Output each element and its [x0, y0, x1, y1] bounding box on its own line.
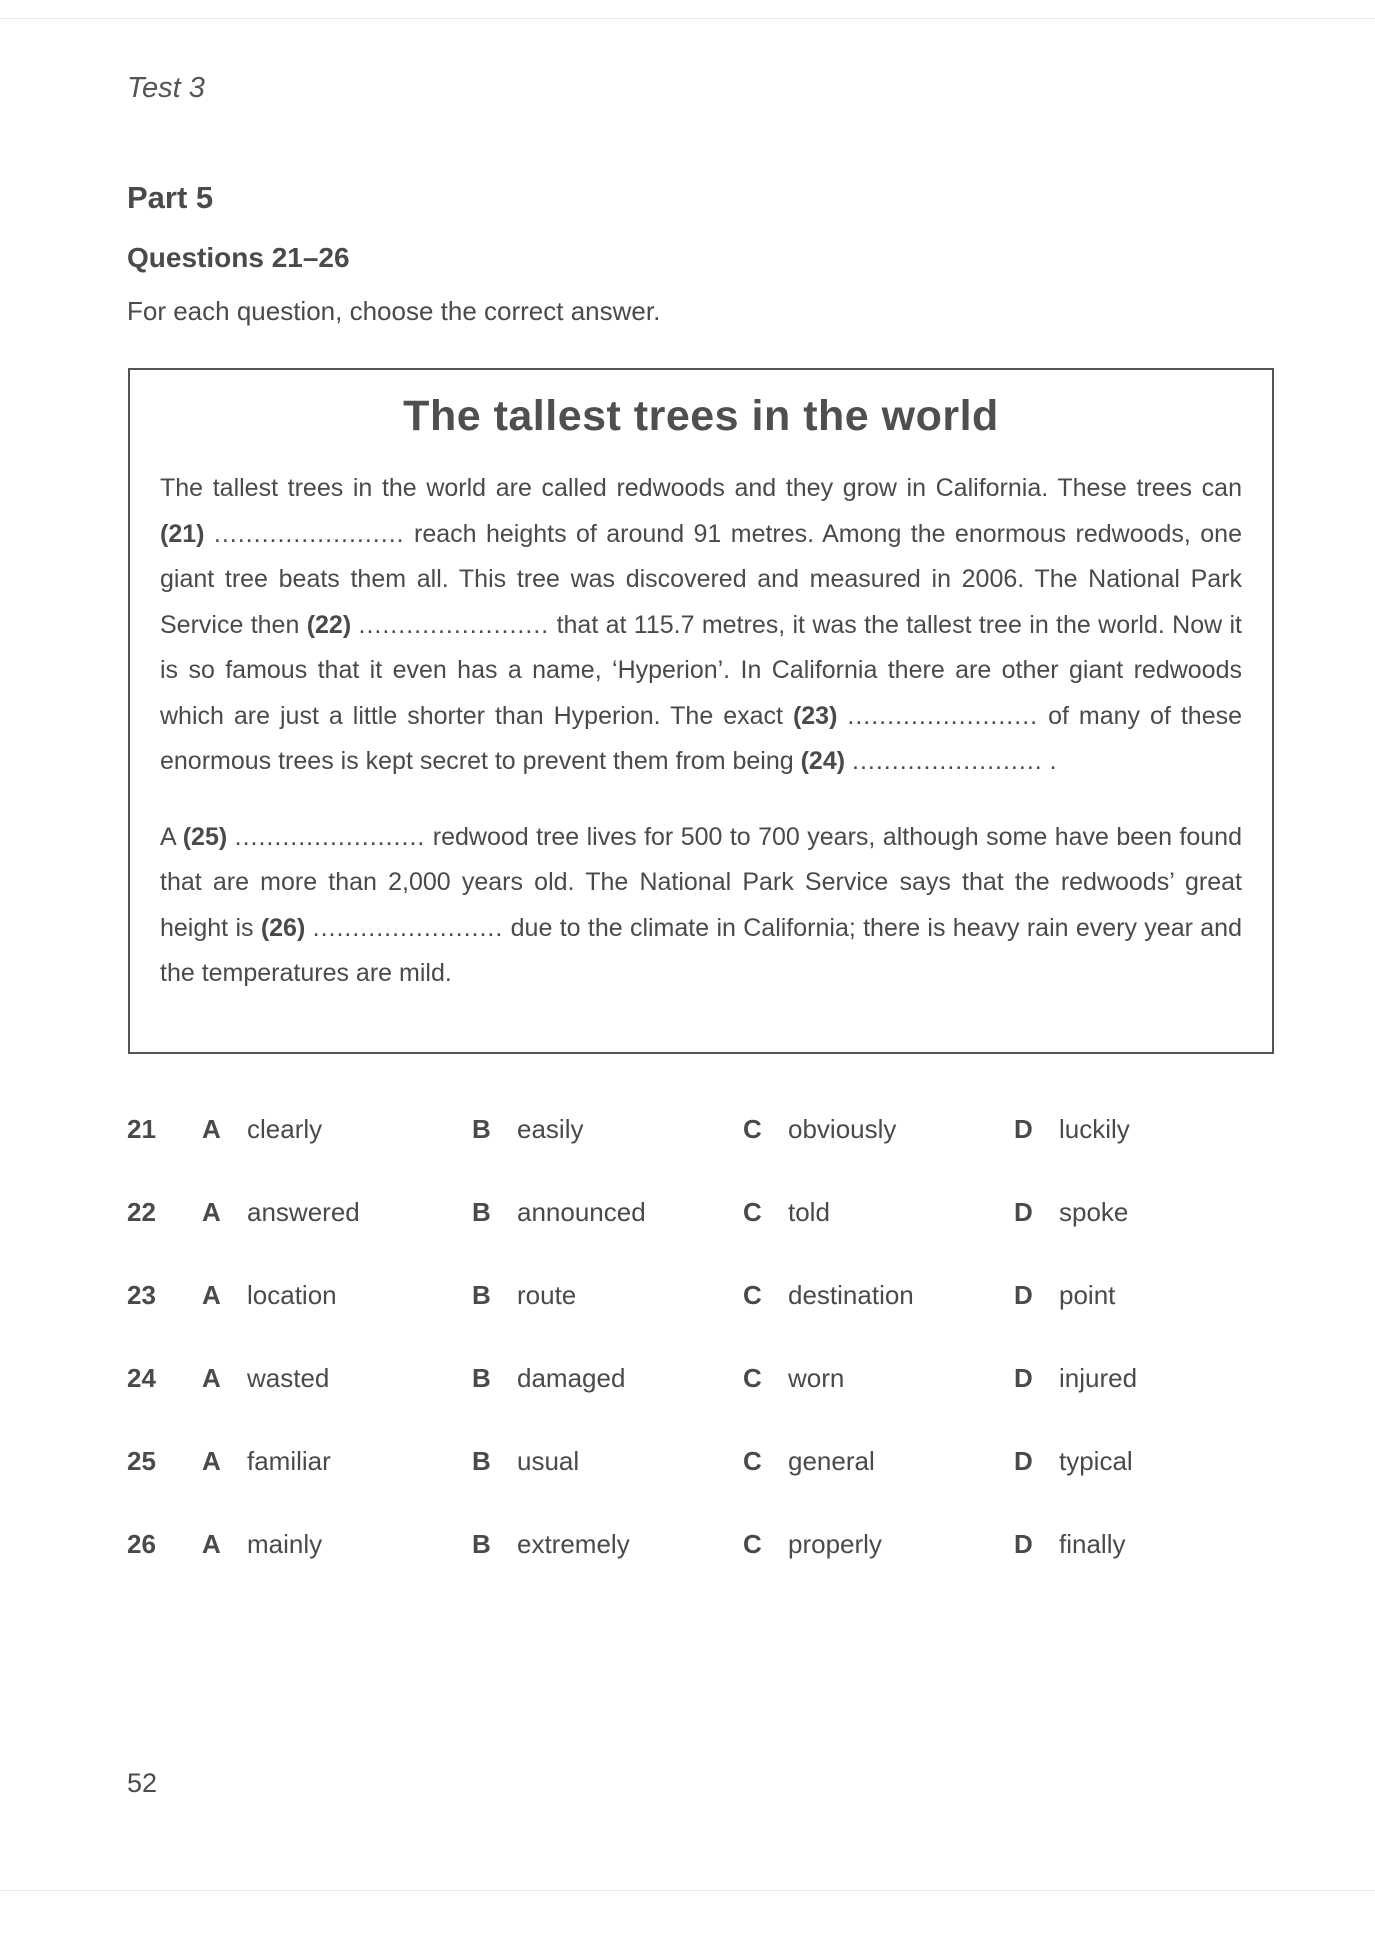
question-number: 23: [127, 1280, 156, 1310]
option-d[interactable]: finally: [1059, 1529, 1126, 1559]
option-letter-c: C: [743, 1363, 762, 1393]
option-letter-d: D: [1014, 1114, 1033, 1144]
question-number: 22: [127, 1197, 156, 1227]
passage-title: The tallest trees in the world: [403, 392, 999, 440]
gap-25-number: (25): [182, 822, 228, 851]
question-number: 25: [127, 1446, 156, 1476]
option-b[interactable]: usual: [517, 1446, 580, 1476]
question-number: 21: [127, 1114, 156, 1144]
option-letter-c: C: [743, 1529, 762, 1559]
option-letter-c: C: [743, 1197, 762, 1227]
question-row-24: [127, 1363, 1277, 1446]
passage-box: [128, 368, 1274, 1054]
option-c[interactable]: told: [788, 1197, 830, 1227]
gap-26-number: (26): [260, 913, 306, 942]
option-letter-a: A: [202, 1114, 221, 1144]
question-row-21: [127, 1114, 1277, 1197]
paragraph-1: [160, 466, 1242, 785]
option-d[interactable]: typical: [1059, 1446, 1133, 1476]
option-letter-b: B: [472, 1363, 491, 1393]
option-letter-a: A: [202, 1280, 221, 1310]
question-row-25: [127, 1446, 1277, 1529]
option-letter-a: A: [202, 1363, 221, 1393]
option-d[interactable]: point: [1059, 1280, 1116, 1310]
passage-segment: reach heights of around 91 metres. Among the enormous redwoods, one giant tree beats them all. This tree was discovered and measured in 2006. The National Park Service then: [160, 519, 1242, 639]
option-letter-c: C: [743, 1114, 762, 1144]
option-letter-c: C: [743, 1280, 762, 1310]
option-letter-b: B: [472, 1197, 491, 1227]
option-a[interactable]: familiar: [247, 1446, 331, 1476]
option-letter-d: D: [1014, 1363, 1033, 1393]
passage-segment: due to the climate in California; there is heavy rain every year and the temperatures are mild.: [160, 913, 1242, 987]
option-c[interactable]: properly: [788, 1529, 882, 1559]
option-letter-b: B: [472, 1529, 491, 1559]
option-letter-a: A: [202, 1529, 221, 1559]
question-number: 26: [127, 1529, 156, 1559]
gap-26-blank: ........................: [312, 913, 504, 942]
option-c[interactable]: obviously: [788, 1114, 897, 1144]
gap-24-number: (24): [800, 747, 846, 775]
option-b[interactable]: route: [517, 1280, 577, 1310]
bottom-divider: [0, 1890, 1375, 1891]
gap-25-blank: ........................: [234, 822, 426, 851]
gap-21-number: (21): [160, 519, 205, 548]
option-a[interactable]: clearly: [247, 1114, 323, 1144]
option-letter-b: B: [472, 1114, 491, 1144]
option-letter-d: D: [1014, 1446, 1033, 1476]
test-label: Test 3: [127, 72, 205, 104]
option-a[interactable]: location: [247, 1280, 337, 1310]
top-divider: [0, 18, 1375, 19]
questions-title: Questions 21–26: [127, 242, 350, 273]
option-letter-d: D: [1014, 1280, 1033, 1310]
option-c[interactable]: destination: [788, 1280, 914, 1310]
passage-segment: .: [1049, 747, 1057, 775]
option-d[interactable]: spoke: [1059, 1197, 1129, 1227]
answer-options: [127, 1114, 1277, 1612]
instruction-text: For each question, choose the correct answer.: [127, 296, 661, 326]
gap-24-blank: ........................: [852, 747, 1043, 775]
option-letter-a: A: [202, 1197, 221, 1227]
question-row-22: [127, 1197, 1277, 1280]
gap-22-number: (22): [306, 610, 352, 639]
gap-23-blank: ........................: [847, 701, 1039, 730]
paragraph-2: [160, 815, 1242, 997]
option-c[interactable]: worn: [788, 1363, 845, 1393]
option-b[interactable]: easily: [517, 1114, 584, 1144]
passage-text: [160, 466, 1242, 997]
option-d[interactable]: luckily: [1059, 1114, 1130, 1144]
option-letter-a: A: [202, 1446, 221, 1476]
option-letter-c: C: [743, 1446, 762, 1476]
option-b[interactable]: extremely: [517, 1529, 630, 1559]
option-a[interactable]: wasted: [247, 1363, 330, 1393]
question-row-26: [127, 1529, 1277, 1612]
option-letter-d: D: [1014, 1197, 1033, 1227]
option-letter-b: B: [472, 1280, 491, 1310]
passage-segment: redwood tree lives for 500 to 700 years, although some have been found that are more than 2,000 years old. The National Park Service says that the redwoods’ great height is: [160, 822, 1242, 942]
part-title: Part 5: [127, 180, 214, 215]
option-c[interactable]: general: [788, 1446, 875, 1476]
passage-segment: The tallest trees in the world are called redwoods and they grow in California. These trees can: [160, 474, 1242, 502]
gap-23-number: (23): [792, 701, 838, 730]
option-b[interactable]: announced: [517, 1197, 646, 1227]
gap-21-blank: ........................: [213, 519, 405, 548]
question-row-23: [127, 1280, 1277, 1363]
option-a[interactable]: mainly: [247, 1529, 323, 1559]
option-a[interactable]: answered: [247, 1197, 360, 1227]
gap-22-blank: ........................: [358, 610, 550, 639]
option-d[interactable]: injured: [1059, 1363, 1138, 1393]
option-b[interactable]: damaged: [517, 1363, 626, 1393]
passage-segment: A: [160, 822, 176, 851]
passage-segment: of many of these enormous trees is kept secret to prevent them from being: [160, 701, 1242, 775]
passage-segment: that at 115.7 metres, it was the tallest tree in the world. Now it is so famous that it even has a name, ‘Hyperion’. In California there are other giant redwoods which are just a little shorter than Hyperion. The exact: [160, 610, 1243, 730]
option-letter-b: B: [472, 1446, 491, 1476]
option-letter-d: D: [1014, 1529, 1033, 1559]
page-number: 52: [127, 1768, 158, 1798]
question-number: 24: [127, 1363, 156, 1393]
